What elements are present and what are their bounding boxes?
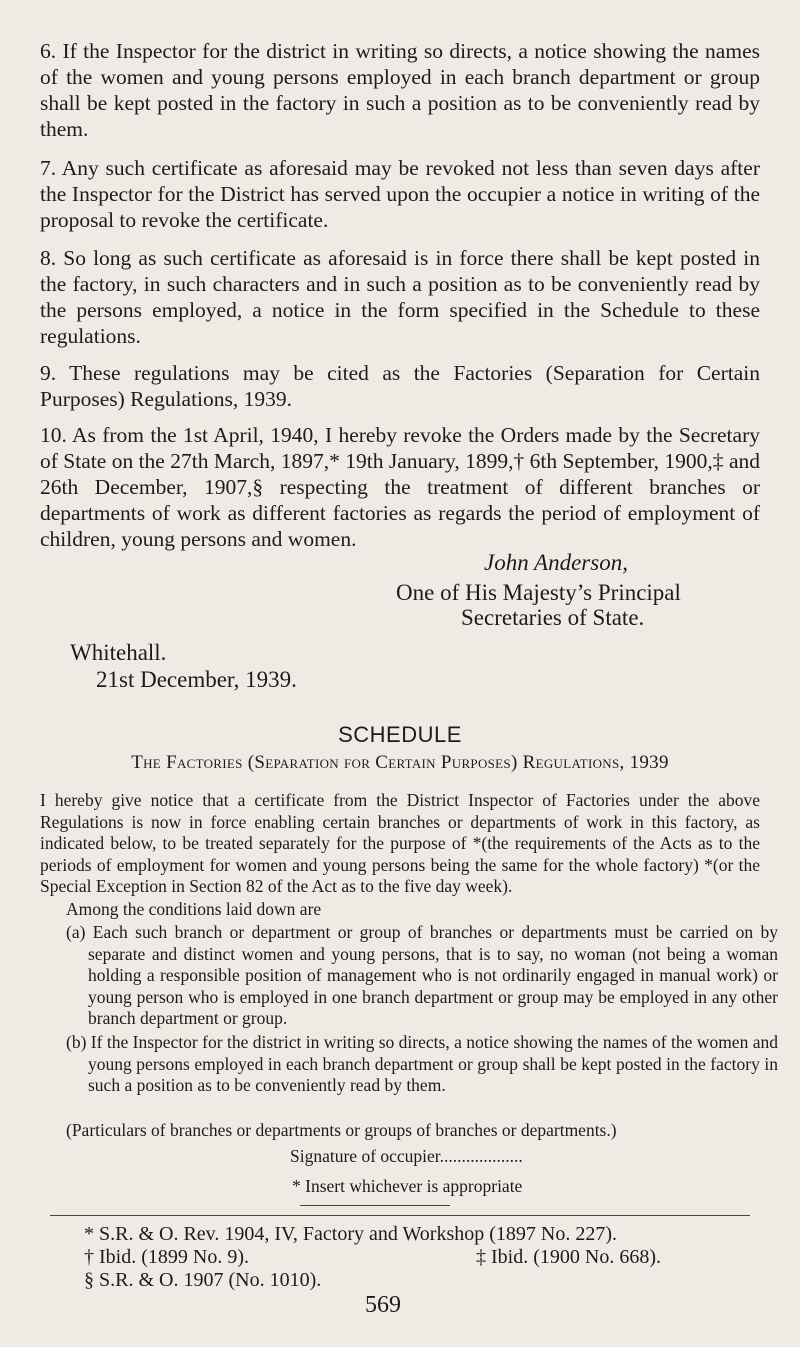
schedule-heading: SCHEDULE — [338, 722, 462, 747]
signatory-name: John Anderson, — [484, 550, 628, 575]
conditions-intro: Among the conditions laid down are — [66, 899, 322, 919]
signature-place: Whitehall. — [70, 640, 167, 665]
occupier-signature-line: Signature of occupier................... — [290, 1146, 523, 1166]
footnote-3: ‡ Ibid. (1900 No. 668). — [476, 1246, 661, 1268]
signatory-title-line1: One of His Majesty’s Principal — [396, 580, 681, 605]
paragraph-8: 8. So long as such certificate as aforesaid is in force there shall be kept posted in the factory, in such characters and in such a position as to be conveniently read by the persons employed, a notice in the form specified in the Schedule to these regulations. — [40, 246, 760, 348]
paragraph-6: 6. If the Inspector for the district in writing so directs, a notice showing the names of the women and young persons employed in each branch department or group shall be kept posted in the factory in such a position as to be conveniently read by them. — [40, 39, 760, 141]
insert-note: * Insert whichever is appropriate — [292, 1176, 523, 1196]
condition-b: (b) If the Inspector for the district in writing so directs, a notice showing the names of the women and young persons employed in each branch department or group shall be kept posted in the factory in such a position as to be conveniently read by them. — [66, 1032, 778, 1095]
short-divider — [300, 1205, 450, 1206]
paragraph-10: 10. As from the 1st April, 1940, I hereby revoke the Orders made by the Secretary of State on the 27th March, 1897,* 19th January, 1899,† 6th September, 1900,‡ and 26th December, 1907,§ respecting the treatment of different branches or departments of work as different factories as regards the period of employment of children, young persons and women. — [40, 423, 760, 551]
footnote-4: § S.R. & O. 1907 (No. 1010). — [84, 1269, 322, 1291]
particulars-note: (Particulars of branches or departments or groups of branches or departments.) — [66, 1120, 617, 1140]
signatory-title-line2: Secretaries of State. — [461, 605, 645, 630]
paragraph-9: 9. These regulations may be cited as the Factories (Separation for Certain Purposes) Regulations, 1939. — [40, 361, 760, 411]
footnote-2: † Ibid. (1899 No. 9). — [84, 1246, 249, 1268]
schedule-notice: I hereby give notice that a certificate from the District Inspector of Factories under the above Regulations is now in force enabling certain branches or departments of work in this factory, as indicated below, to be treated separately for the purpose of *(the requirements of the Acts as to the periods of employment for women and young persons being the same for the whole factory) *(or the Special Exception in Section 82 of the Act as to the five day week). — [40, 790, 760, 896]
footnote-divider — [50, 1215, 750, 1216]
condition-a: (a) Each such branch or department or group of branches or departments must be carried on by separate and distinct women and young persons, that is to say, no woman (not being a woman holding a responsible position of management who is not ordinarily engaged in manual work) or young person who is employed in one branch department or group may be employed in any other branch department or group. — [66, 922, 778, 1028]
page-number: 569 — [365, 1292, 401, 1318]
schedule-subtitle: The Factories (Separation for Certain Purposes) Regulations, 1939 — [131, 752, 669, 773]
footnote-1: * S.R. & O. Rev. 1904, IV, Factory and Workshop (1897 No. 227). — [84, 1223, 617, 1245]
paragraph-7: 7. Any such certificate as aforesaid may be revoked not less than seven days after the Inspector for the District has served upon the occupier a notice in writing of the proposal to revoke the certificate. — [40, 156, 760, 232]
signature-date: 21st December, 1939. — [96, 667, 297, 692]
